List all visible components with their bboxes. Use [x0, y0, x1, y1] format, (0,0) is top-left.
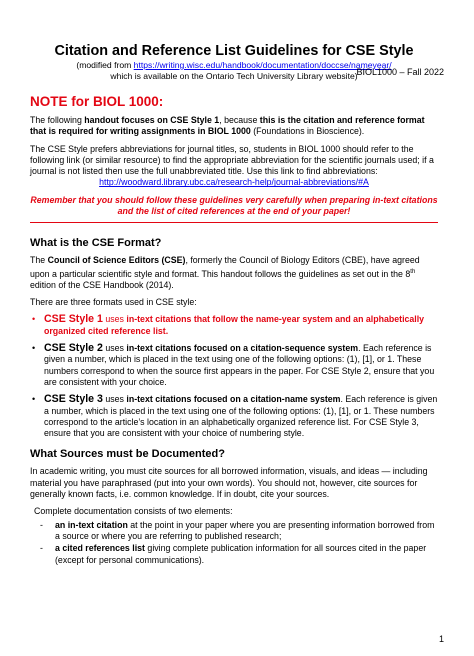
elements-intro: Complete documentation consists of two elements:: [34, 506, 233, 517]
formats-intro: There are three formats used in CSE style:: [30, 297, 197, 308]
list-item-in-text: - an in-text citation at the point in your paper where you are presenting information borrowed from a source or where you are referring to published research;: [40, 519, 435, 541]
elements-list: [30, 520, 438, 566]
list-item-style-3: • CSE Style 3 uses in-text citations focused on a citation-name system. Each reference is given a number, which is placed in the text using one of the following options: (1), [1], or 1. These numbers correspond to the article’s location in an alphabetically organized reference list. For CSE Style 3, ensure that you are consistent with your choice of numbering style.: [32, 393, 438, 439]
document-title: Citation and Reference List Guidelines for CSE Style: [54, 43, 414, 59]
red-divider: [30, 222, 438, 223]
sources-paragraph: In academic writing, you must cite sources for all borrowed information, visuals, and ideas — including material you have paraphrased (put into your own words). You should not, however, cite sources for generally known facts, i.e. common knowledge. If in doubt, cite your sources.: [30, 466, 428, 500]
source-prefix: (modified from: [76, 60, 134, 70]
note-paragraph-1: The following handout focuses on CSE Style 1, because this is the citation and reference format that is required for writing assignments in BIOL 1000 (Foundations in Bioscience).: [30, 115, 425, 137]
source-link[interactable]: https://writing.wisc.edu/handbook/documentation/doccse/nameyear/: [133, 60, 392, 70]
document-page: [0, 43, 474, 656]
bullet-icon: •: [32, 394, 36, 405]
note-paragraph-2: The CSE Style prefers abbreviations for journal titles, so, students in BIOL 1000 should refer to the following link (or similar resource) to find the appropriate abbreviation for the scientific journals used; if a journal is not listed then use the full unabbreviated title. Use this link to find abbreviations: http://woodward.library.ubc.ca/research-help/journal-abbreviations/#A: [30, 143, 434, 188]
bullet-icon: •: [32, 314, 36, 325]
course-header: BIOL1000 – Fall 2022: [356, 67, 444, 77]
cse-intro-paragraph: The Council of Science Editors (CSE), formerly the Council of Biology Editors (CBE), have agreed upon a particular scientific style and format. This handout follows the guidelines as set out in the 8th edition of the CSE Handbook (2014).: [30, 255, 420, 290]
bullet-icon: •: [32, 343, 36, 354]
source-line-2: which is available on the Ontario Tech University Library website): [110, 71, 358, 81]
page-number: 1: [438, 634, 444, 644]
note-heading: NOTE for BIOL 1000:: [30, 94, 164, 109]
cse-format-heading: What is the CSE Format?: [30, 237, 162, 250]
list-item-style-1: • CSE Style 1 uses in-text citations that follow the name-year system and an alphabetically organized cited reference list.: [32, 313, 425, 336]
abbreviations-link[interactable]: http://woodward.library.ubc.ca/research-help/journal-abbreviations/#A: [99, 177, 369, 188]
list-item-style-2: • CSE Style 2 uses in-text citations focused on a citation-sequence system. Each reference is given a number, which is placed in the text using one of the following options: (1), [1], or 1. These numbers correspond to when the source first appears in the paper. For CSE Style 2, ensure that you are consistent with your choice.: [32, 342, 435, 387]
sources-heading: What Sources must be Documented?: [30, 448, 225, 461]
remember-warning: Remember that you should follow these guidelines very carefully when preparing in-text citations and the list of cited references at the end of your paper!: [30, 194, 438, 217]
cse-styles-list: [30, 314, 438, 439]
list-item-references: - a cited references list giving complete publication information for all sources cited in the paper (except for personal communications).: [40, 543, 427, 565]
